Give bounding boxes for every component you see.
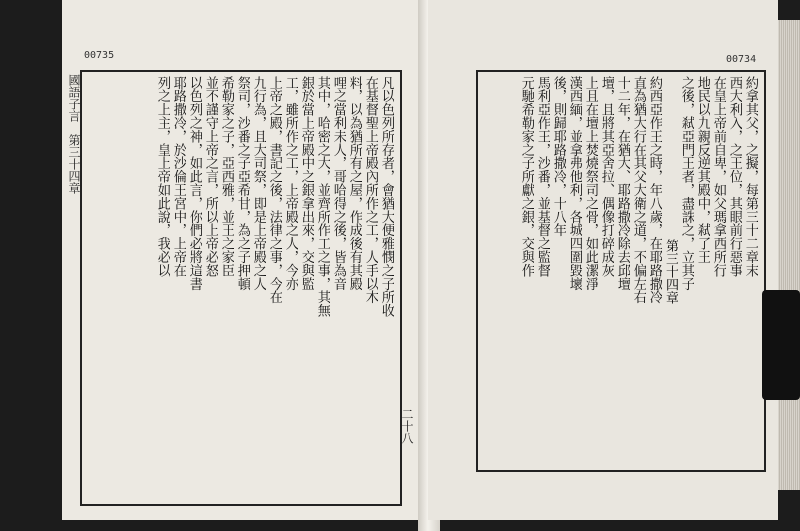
right-text-frame (476, 70, 766, 472)
right-text-column: 在皇上帝前自卑，如父瑪拿西所行 (711, 76, 726, 277)
left-text-column: 希勒家之子，亞西雅，並王之家臣 (219, 76, 234, 277)
left-text-column: 在基督聖上帝殿內所作之工，人手以木 (363, 76, 378, 304)
left-page (62, 0, 430, 520)
left-text-column: 以色列之神，如此言，你們必將這書 (187, 76, 202, 291)
right-text-column: 上且在壇上焚燒祭司之骨，如此潔淨 (583, 76, 598, 291)
right-text-column: 西大利入，之王位，其眼前行惡事 (727, 76, 742, 277)
left-text-column: 工，雖所作之工，上帝殿之人，今亦 (283, 76, 298, 291)
right-text-column: 後，則歸耶路撒冷，十八年 (551, 76, 566, 237)
right-text-column: 壇，且將其亞舍拉、偶像打碎成灰 (599, 76, 614, 277)
right-text-column: 約西亞作王之時，年八歲，在耶路撒冷 (647, 76, 662, 304)
right-text-column: 十二年，在猶大、耶路撒冷除去邱壇 (615, 76, 630, 291)
left-text-column: 銀於當上帝殿中之銀拿出來，交與監 (299, 76, 314, 291)
right-text-column: 之後，弒亞門王者，盡誅之，立其子 (679, 76, 694, 291)
left-text-column: 凡以色列所存者，會猶大便雅憫之子所收 (379, 76, 394, 318)
right-text-column: 元馳希勒家之子所獻之銀，交與作 (519, 76, 534, 277)
right-text-column: 約拿其父，之擬，每第三十二章末 (743, 76, 758, 277)
left-text-column: 九行為，且大司祭，即是上帝殿之人 (251, 76, 266, 291)
left-bottom-mark: 二十八 (400, 408, 414, 444)
left-columns (88, 76, 394, 500)
left-text-column: 耶路撒冷，於沙倫王宮中，上帝在 (171, 76, 186, 277)
left-text-column: 並不謹守上帝之言，所以上帝必怒 (203, 76, 218, 277)
right-columns (484, 76, 758, 466)
right-text-column: 馬利亞作王，沙番，並基督之監督 (535, 76, 550, 277)
left-text-column: 列之上主，皇上帝如此說，我必以 (155, 76, 170, 277)
left-text-column: 上帝之殿，書記之後，法律之事，今在 (267, 76, 282, 304)
left-text-column: 其中，哈密之大，並齊所作工之事，其無 (315, 76, 330, 318)
right-text-column: 直為猶大行在其父大衛之道，不偏左右 (631, 76, 646, 304)
left-page-number: 00735 (84, 50, 115, 61)
left-text-column: 料，以為猶所有之屋，作成後有其殿 (347, 76, 362, 291)
left-text-column: 哩之當利未人，哥哈得之後，皆為音 (331, 76, 346, 291)
left-side-title: 國語子言 第三十四章 (67, 74, 81, 194)
right-page-number: 00734 (726, 54, 757, 65)
left-text-frame (67, 70, 414, 506)
right-text-column: 地民以九親反逆其殿中，弒了王 (695, 76, 710, 264)
left-text-column: 祭司，沙番之子亞希甘，為之子押頓 (235, 76, 250, 291)
right-text-column: 第三十四章 (663, 238, 678, 304)
right-page (428, 0, 778, 520)
right-text-column: 漢西緬，並拿弗他利，各城四圍毀壞 (567, 76, 582, 291)
binder-clip (762, 290, 800, 400)
page-edge-stack (778, 20, 800, 490)
